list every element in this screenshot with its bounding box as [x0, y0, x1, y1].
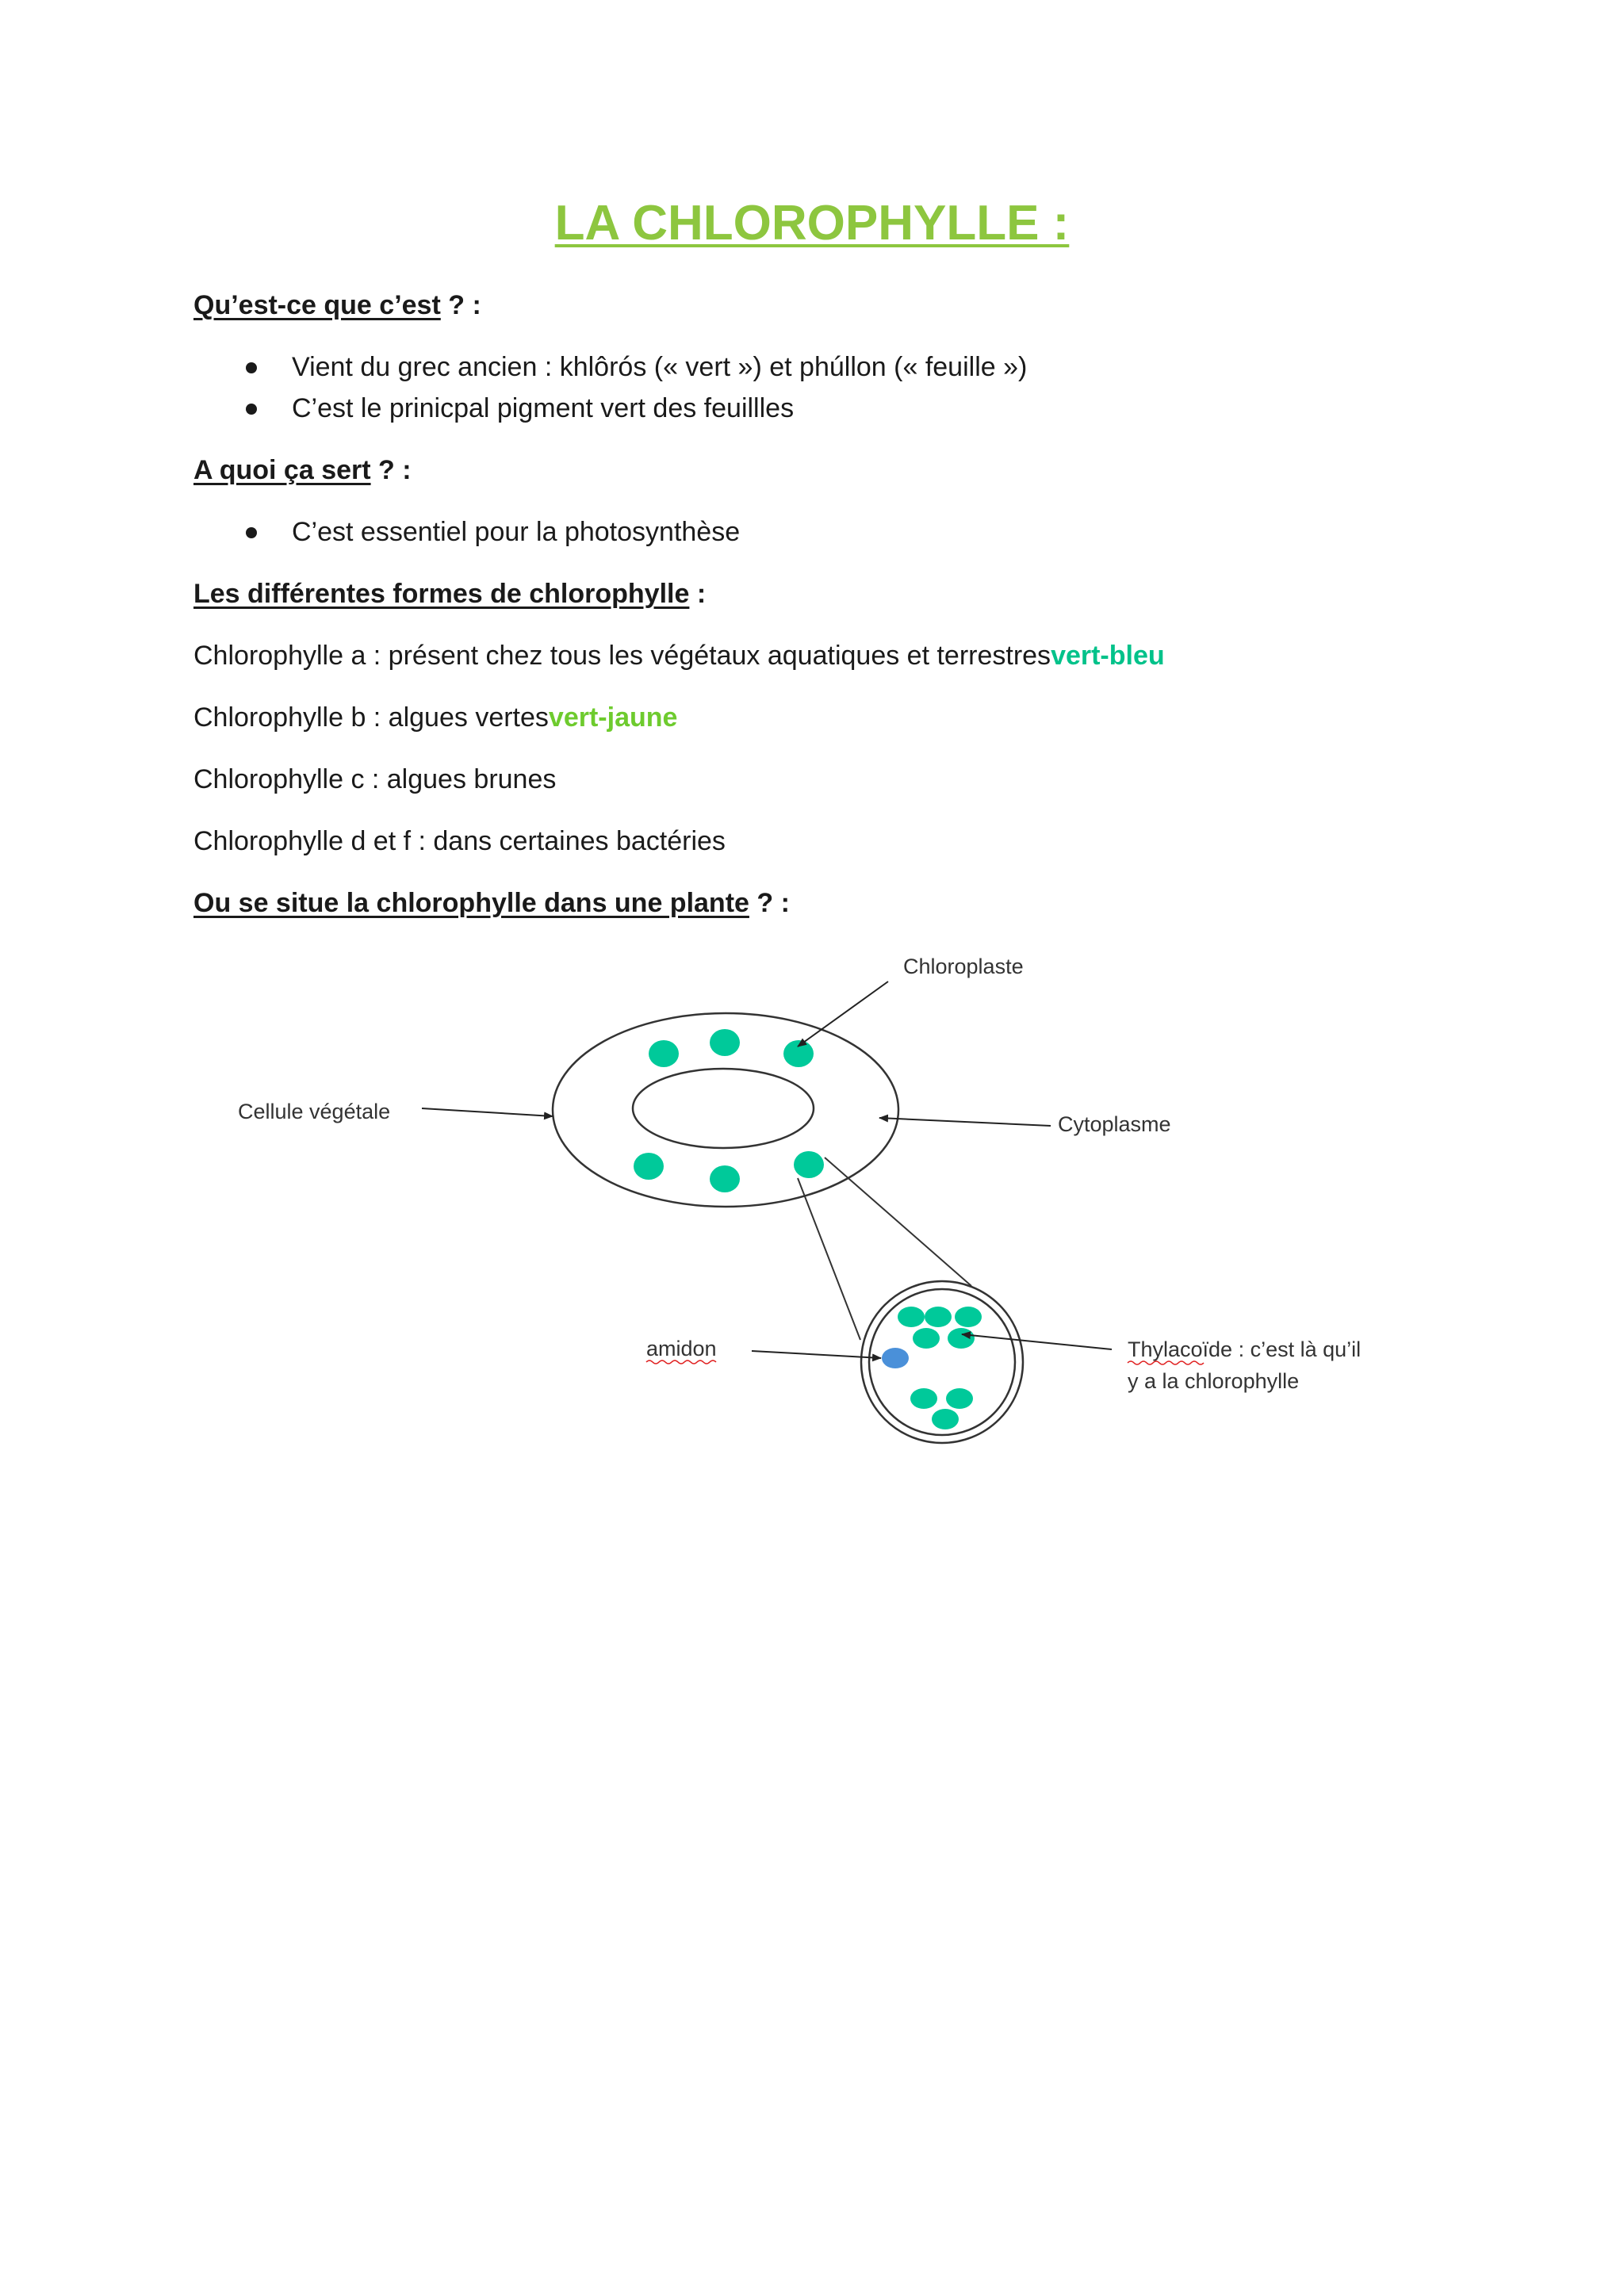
- thylakoid-dot: [955, 1307, 982, 1327]
- arrow-cellule: [422, 1108, 553, 1116]
- label-chloroplaste: Chloroplaste: [903, 955, 1024, 978]
- highlight-vert-jaune: vert-jaune: [548, 702, 678, 733]
- section-heading-forms: Les différentes formes de chlorophylle :: [193, 579, 707, 609]
- thylakoid-dot: [913, 1328, 940, 1349]
- thylakoids: [898, 1307, 982, 1429]
- zoom-line: [798, 1178, 860, 1340]
- spellcheck-squiggle: [646, 1360, 716, 1364]
- bullet-text: Vient du grec ancien : khlôrós (« vert ») et phúllon (« feuille »): [292, 352, 1028, 382]
- chloroplast-dot: [649, 1040, 679, 1067]
- section-heading-what: Qu’est-ce que c’est ? :: [193, 290, 481, 320]
- label-thylacoide-line2: y a la chlorophylle: [1128, 1369, 1300, 1393]
- label-thylacoide-line1: Thylacoïde : c’est là qu’il: [1128, 1337, 1362, 1361]
- chlorophyll-form-a: Chlorophylle a : présent chez tous les végétaux aquatiques et terrestresvert-bleu: [193, 641, 1165, 671]
- chlorophyll-form-d-f: Chlorophylle d et f : dans certaines bactéries: [193, 826, 726, 856]
- chloroplast-dot: [783, 1040, 814, 1067]
- bullet-text: C’est essentiel pour la photosynthèse: [292, 517, 741, 547]
- vacuole-outline: [633, 1069, 814, 1148]
- chloroplasts: [634, 1029, 824, 1192]
- chlorophyll-form-b: Chlorophylle b : algues vertesvert-jaune: [193, 702, 678, 733]
- section-heading-where: Ou se situe la chlorophylle dans une plante ? :: [193, 888, 790, 918]
- thylakoid-dot: [932, 1409, 959, 1429]
- chloroplast-dot: [710, 1165, 740, 1192]
- bullet-text: C’est le prinicpal pigment vert des feuillles: [292, 393, 795, 423]
- thylakoid-dot: [925, 1307, 952, 1327]
- page-title: LA CHLOROPHYLLE :: [554, 196, 1070, 251]
- spellcheck-squiggle: [1128, 1361, 1204, 1364]
- chloroplast-dot: [794, 1151, 824, 1178]
- thylakoid-dot: [910, 1388, 937, 1409]
- label-cytoplasme: Cytoplasme: [1058, 1112, 1171, 1136]
- chloroplast-dot: [634, 1153, 664, 1180]
- arrow-cytoplasme: [879, 1118, 1051, 1126]
- thylakoid-dot: [948, 1328, 975, 1349]
- starch-granule: [882, 1348, 909, 1368]
- highlight-vert-bleu: vert-bleu: [1051, 641, 1165, 671]
- label-cellule-vegetale: Cellule végétale: [238, 1100, 391, 1123]
- chlorophyll-form-c: Chlorophylle c : algues brunes: [193, 764, 557, 794]
- thylakoid-dot: [946, 1388, 973, 1409]
- zoom-line: [825, 1158, 971, 1286]
- section-heading-use: A quoi ça sert ? :: [193, 455, 412, 485]
- label-amidon: amidon: [646, 1337, 717, 1360]
- thylakoid-dot: [898, 1307, 925, 1327]
- chloroplast-dot: [710, 1029, 740, 1056]
- arrow-thylacoide: [962, 1334, 1112, 1349]
- arrow-chloroplaste: [798, 982, 888, 1047]
